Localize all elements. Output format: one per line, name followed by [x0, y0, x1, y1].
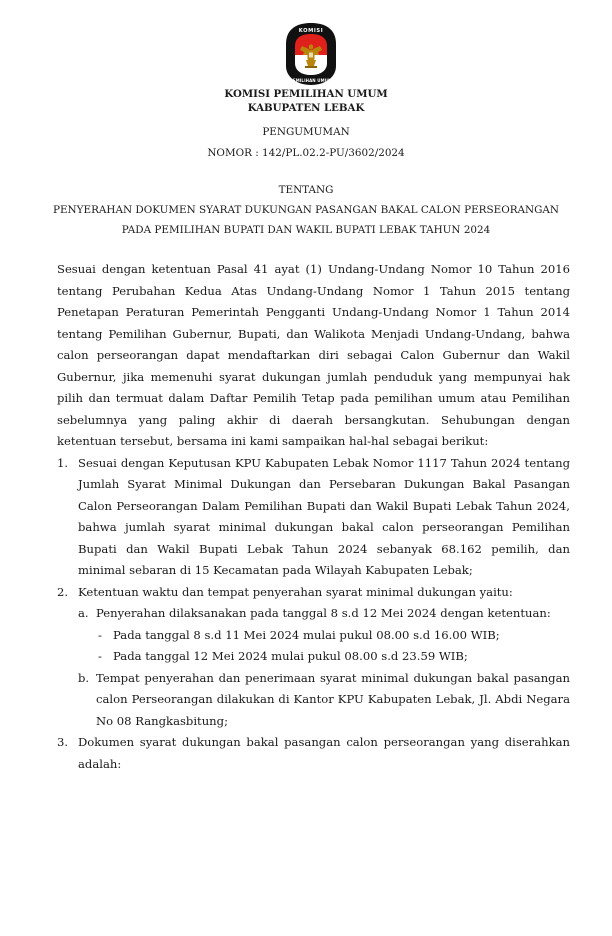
- intro-line: calon perseorangan dapat mendaftarkan diri sebagai Calon Gubernur dan Wakil: [57, 348, 570, 362]
- item-number: 3.: [57, 735, 69, 749]
- list-item-3: [57, 732, 570, 775]
- subitem-a: [57, 603, 570, 668]
- item-line: Bupati dan Wakil Bupati Lebak Tahun 2024 sebanyak 68.162 pemilih, dan: [78, 541, 570, 556]
- document-number: NOMOR : 142/PL.02.2-PU/3602/2024: [207, 147, 405, 159]
- intro-line: sebelumnya yang paling akhir di daerah bersangkutan. Sehubungan dengan: [57, 412, 570, 427]
- subject-label: TENTANG: [278, 184, 334, 196]
- bullet-item: [57, 646, 570, 668]
- subitem-b: [57, 668, 570, 733]
- item-number: 1.: [57, 455, 69, 470]
- item-line: minimal sebaran di 15 Kecamatan pada Wilayah Kabupaten Lebak;: [78, 563, 473, 577]
- intro-line: ketentuan tersebut, bersama ini kami sampaikan hal-hal sebagai berikut:: [57, 434, 489, 448]
- org-name-line2: KABUPATEN LEBAK: [247, 102, 365, 114]
- logo-bottom-text: PEMILIHAN UMUM: [289, 78, 333, 83]
- subitem-letter: a.: [78, 606, 89, 620]
- item-line: Dokumen syarat dukungan bakal pasangan calon perseorangan yang diserahkan: [78, 735, 570, 749]
- intro-line: Gubernur, jika memenuhi syarat dukungan jumlah penduduk yang mempunyai hak: [57, 369, 570, 384]
- intro-line: tentang Pemilihan Gubernur, Bupati, dan Walikota Menjadi Undang-Undang, bahwa: [57, 326, 570, 341]
- item-line: Jumlah Syarat Minimal Dukungan dan Persebaran Dukungan Bakal Pasangan: [78, 477, 570, 491]
- list-item-1: [57, 453, 570, 582]
- subitem-line: Penyerahan dilaksanakan pada tanggal 8 s.d 12 Mei 2024 dengan ketentuan:: [96, 606, 551, 620]
- intro-paragraph: [57, 259, 570, 453]
- org-name-line1: KOMISI PEMILIHAN UMUM: [224, 88, 388, 100]
- intro-line: pilih dan termuat dalam Daftar Pemilih Tetap pada pemilihan umum atau Pemilihan: [57, 391, 570, 405]
- item-line: Sesuai dengan Keputusan KPU Kabupaten Lebak Nomor 1117 Tahun 2024 tentang: [78, 455, 570, 470]
- logo-top-text: KOMISI: [298, 28, 324, 34]
- intro-line: Penetapan Peraturan Pemerintah Pengganti Undang-Undang Nomor 1 Tahun 2014: [57, 305, 570, 319]
- subject-line1: PENYERAHAN DOKUMEN SYARAT DUKUNGAN PASANGAN BAKAL CALON PERSEORANGAN: [52, 204, 560, 216]
- item-line: bahwa jumlah syarat minimal dukungan bakal calon perseorangan Pemilihan: [78, 520, 570, 534]
- item-line: adalah:: [78, 756, 122, 771]
- dash-marker: -: [98, 649, 102, 663]
- item-line: Ketentuan waktu dan tempat penyerahan syarat minimal dukungan yaitu:: [78, 584, 513, 599]
- subitem-letter: b.: [78, 670, 90, 685]
- intro-line: Sesuai dengan ketentuan Pasal 41 ayat (1) Undang-Undang Nomor 10 Tahun 2016: [57, 262, 570, 276]
- item-number: 2.: [57, 584, 69, 599]
- document-type: PENGUMUMAN: [262, 126, 350, 138]
- subitem-line: calon Perseorangan dilakukan di Kantor KPU Kabupaten Lebak, Jl. Abdi Negara: [96, 692, 570, 706]
- intro-line: tentang Perubahan Kedua Atas Undang-Undang Nomor 1 Tahun 2015 tentang: [57, 283, 570, 298]
- subitem-line: No 08 Rangkasbitung;: [96, 713, 228, 728]
- item-line: Calon Perseorangan Dalam Pemilihan Bupati dan Wakil Bupati Lebak Tahun 2024,: [78, 498, 570, 513]
- document-body: [57, 259, 570, 775]
- kpu-logo: [284, 22, 338, 86]
- bullet-text: Pada tanggal 8 s.d 11 Mei 2024 mulai pukul 08.00 s.d 16.00 WIB;: [113, 627, 500, 642]
- subitem-line: Tempat penyerahan dan penerimaan syarat minimal dukungan bakal pasangan: [96, 670, 570, 685]
- subject-line2: PADA PEMILIHAN BUPATI DAN WAKIL BUPATI LEBAK TAHUN 2024: [121, 224, 491, 236]
- dash-marker: -: [98, 627, 102, 642]
- list-item-2: [57, 582, 570, 733]
- bullet-item: [57, 625, 570, 647]
- bullet-text: Pada tanggal 12 Mei 2024 mulai pukul 08.00 s.d 23.59 WIB;: [113, 649, 468, 663]
